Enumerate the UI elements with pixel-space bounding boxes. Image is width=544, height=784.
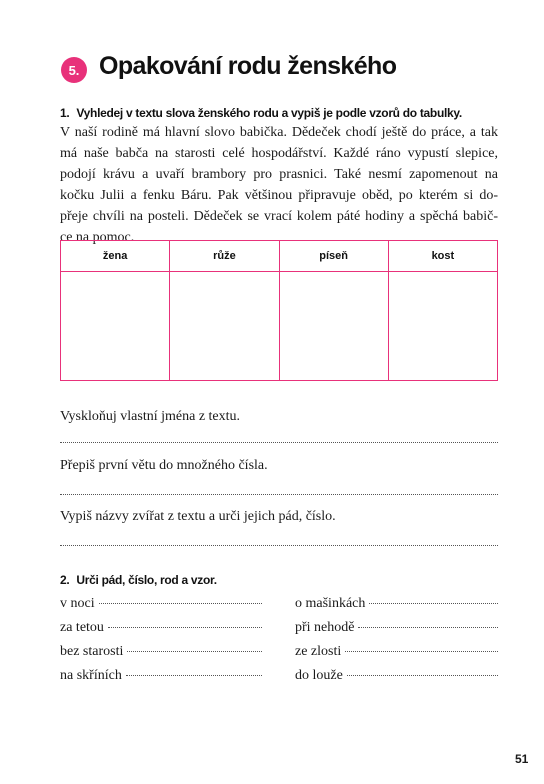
answer-line[interactable] [60, 494, 498, 495]
passage-line: ce na pomoc. [60, 230, 135, 245]
passage-line: má naše babča na starosti celé hospodářství. Každé ráno vypustí slepice, [60, 146, 498, 161]
fill-answer-line[interactable] [99, 603, 262, 604]
declension-table [60, 240, 498, 381]
passage-line: V naší rodině má hlavní slovo babička. Dědeček chodí ještě do práce, a tak [60, 125, 498, 140]
task2-instruction: Urči pád, číslo, rod a vzor. [76, 573, 217, 587]
page-title: Opakování rodu ženského [99, 52, 397, 80]
task1-heading [60, 106, 462, 120]
task2-number: 2. [60, 573, 70, 587]
answer-cell-kost[interactable] [388, 272, 497, 381]
fill-item [60, 596, 262, 612]
passage-line: kočku Julii a fenku Báru. Pak většinou připravuje oběd, po kterém si do- [60, 188, 498, 203]
answer-cell-ruze[interactable] [170, 272, 279, 381]
fill-answer-line[interactable] [358, 627, 498, 628]
task1-number: 1. [60, 106, 70, 120]
table-header-zena: žena [61, 241, 170, 272]
question-plural: Přepiš první větu do množného čísla. [60, 458, 268, 473]
fill-item [60, 668, 262, 684]
fill-answer-line[interactable] [108, 627, 262, 628]
fill-answer-line[interactable] [369, 603, 498, 604]
fill-item [295, 620, 498, 636]
answer-line[interactable] [60, 442, 498, 443]
fill-item [295, 596, 498, 612]
fill-item [295, 668, 498, 684]
fill-item-label: v noci [60, 596, 95, 611]
exercise-number-badge: 5. [61, 57, 87, 83]
fill-item-label: za tetou [60, 620, 104, 635]
question-animals: Vypiš názvy zvířat z textu a urči jejich pád, číslo. [60, 509, 336, 524]
passage-line: přeje chvíli na posteli. Dědeček se vrací kolem páté hodiny a spěchá babič- [60, 209, 498, 224]
fill-item [60, 620, 262, 636]
fill-answer-line[interactable] [126, 675, 262, 676]
fill-answer-line[interactable] [347, 675, 498, 676]
answer-line[interactable] [60, 545, 498, 546]
fill-item-label: do louže [295, 668, 343, 683]
fill-item [60, 644, 262, 660]
table-header-kost: kost [388, 241, 497, 272]
fill-item-label: bez starosti [60, 644, 124, 659]
task2-heading [60, 573, 217, 587]
fill-item-label: o mašinkách [295, 596, 366, 611]
answer-cell-psen[interactable] [279, 272, 388, 381]
fill-answer-line[interactable] [127, 651, 262, 652]
answer-cell-zena[interactable] [61, 272, 170, 381]
question-proper-names: Vyskloňuj vlastní jména z textu. [60, 409, 241, 424]
table-header-psen: píseň [279, 241, 388, 272]
fill-answer-line[interactable] [345, 651, 498, 652]
fill-item-label: při nehodě [295, 620, 355, 635]
fill-item-label: na skříních [60, 668, 122, 683]
page-number: 51 [515, 752, 529, 766]
fill-item [295, 644, 498, 660]
fill-item-label: ze zlosti [295, 644, 342, 659]
task1-instruction: Vyhledej v textu slova ženského rodu a vypiš je podle vzorů do tabulky. [76, 106, 462, 120]
passage-line: podojí krávu a uvaří brambory pro prasnici. Také nesmí zapomenout na [60, 167, 498, 182]
reading-passage [60, 122, 498, 248]
table-header-ruze: růže [170, 241, 279, 272]
